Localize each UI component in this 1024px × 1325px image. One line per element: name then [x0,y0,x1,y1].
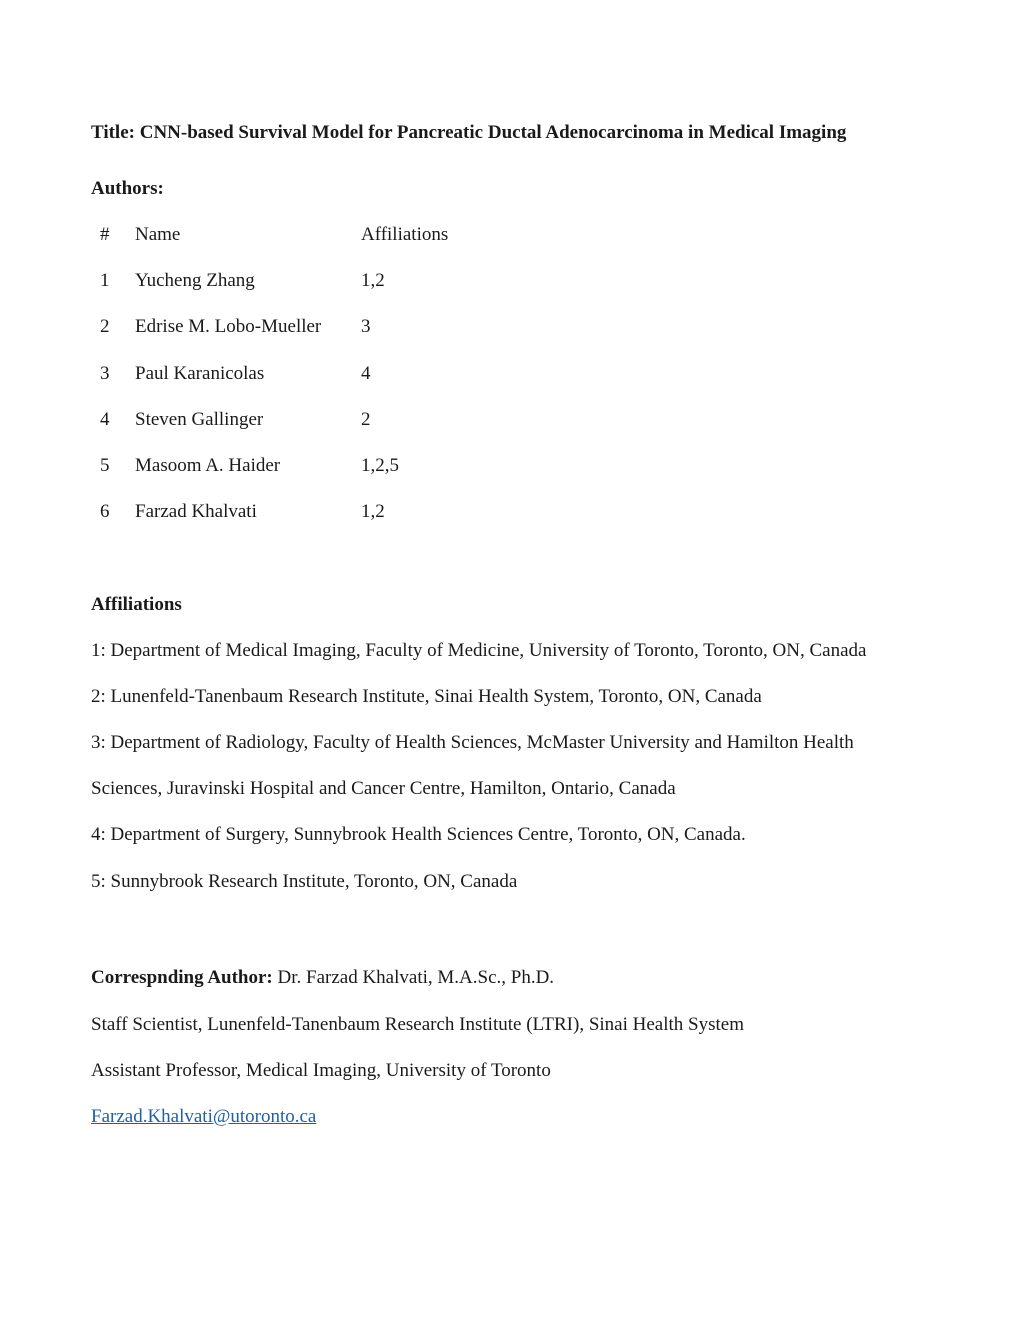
affiliation-3-line-1: 3: Department of Radiology, Faculty of Health Sciences, McMaster University and Hamilton Health [91,732,854,753]
author-num: 1 [100,270,110,291]
author-affiliations: 2 [361,409,371,430]
header-num: # [100,224,110,245]
authors-heading: Authors: [91,178,164,199]
author-affiliations: 1,2,5 [361,455,399,476]
author-name: Edrise M. Lobo-Mueller [135,316,322,337]
corresponding-position-2: Assistant Professor, Medical Imaging, University of Toronto [91,1060,551,1081]
header-affiliations: Affiliations [361,224,449,245]
email-link[interactable]: Farzad.Khalvati@utoronto.ca [91,1106,317,1127]
header-name: Name [135,224,181,245]
author-name: Farzad Khalvati [135,501,257,522]
author-name: Steven Gallinger [135,409,264,430]
author-name: Masoom A. Haider [135,455,281,476]
affiliations-heading: Affiliations [91,594,182,615]
author-num: 3 [100,363,110,384]
corresponding-author-name: Dr. Farzad Khalvati, M.A.Sc., Ph.D. [272,967,555,988]
author-num: 6 [100,501,110,522]
paper-title: Title: CNN-based Survival Model for Pancreatic Ductal Adenocarcinoma in Medical Imaging [91,122,847,143]
corresponding-author [91,966,554,990]
author-affiliations: 4 [361,363,371,384]
author-name: Paul Karanicolas [135,363,265,384]
author-affiliations: 1,2 [361,270,385,291]
author-name: Yucheng Zhang [135,270,255,291]
corresponding-author-label: Correspnding Author: [91,967,273,988]
affiliation-4: 4: Department of Surgery, Sunnybrook Health Sciences Centre, Toronto, ON, Canada. [91,824,746,845]
author-affiliations: 3 [361,316,371,337]
affiliation-5: 5: Sunnybrook Research Institute, Toronto, ON, Canada [91,871,518,892]
affiliation-3-line-2: Sciences, Juravinski Hospital and Cancer Centre, Hamilton, Ontario, Canada [91,778,676,799]
affiliation-2: 2: Lunenfeld-Tanenbaum Research Institute, Sinai Health System, Toronto, ON, Canada [91,686,762,707]
author-num: 2 [100,316,110,337]
corresponding-position-1: Staff Scientist, Lunenfeld-Tanenbaum Research Institute (LTRI), Sinai Health System [91,1014,744,1035]
author-num: 5 [100,455,110,476]
affiliation-1: 1: Department of Medical Imaging, Faculty of Medicine, University of Toronto, Toronto, ON, Canada [91,640,867,661]
author-affiliations: 1,2 [361,501,385,522]
author-num: 4 [100,409,110,430]
